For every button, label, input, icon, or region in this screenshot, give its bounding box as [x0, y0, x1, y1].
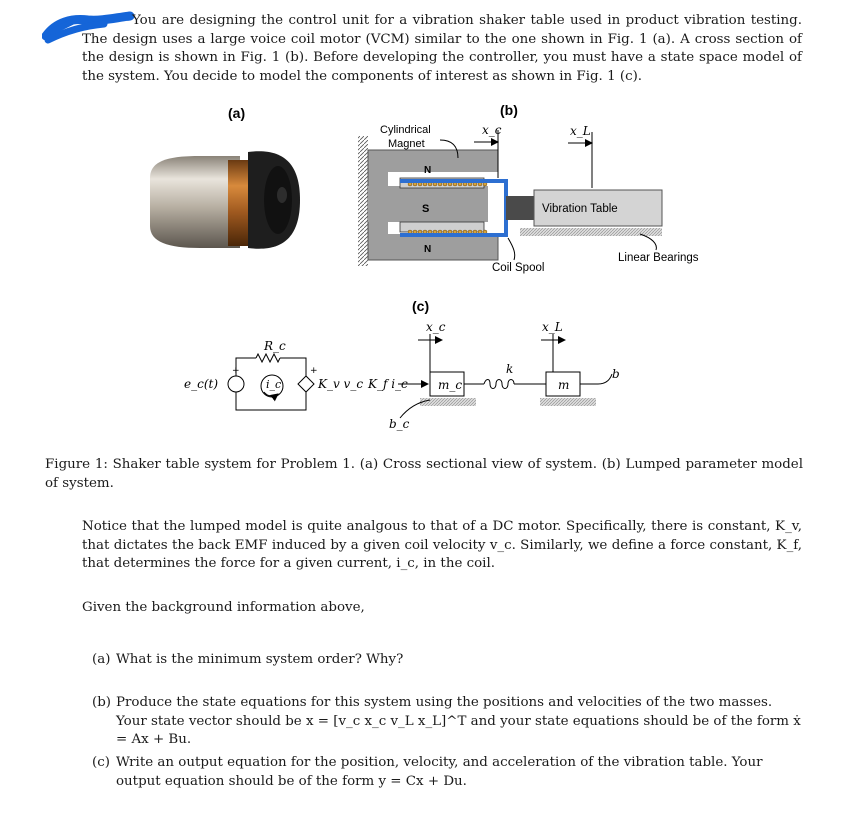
- kf-ic-label: K_f i_c: [368, 377, 408, 391]
- question-a: [92, 651, 802, 670]
- rc-label: R_c: [264, 339, 286, 353]
- spring-k-label: k: [506, 362, 514, 376]
- intro-paragraph: You are designing the control unit for a vibration shaker table used in product vibration testing. The design uses a large voice coil motor (VCM) similar to the one shown in Fig. 1 (a). A cross section of the design is shown in Fig. 1 (b). Before developing the controller, you must have a state space model of the system. You decide to model the components of interest as shown in Fig. 1 (c).: [82, 13, 802, 84]
- question-text: Produce the state equations for this system using the positions and velocities of the two masses. Your state vector should be x = [v_c x_c v_L x_L]^T and your state equations should be of the form ẋ = Ax + Bu.: [116, 695, 801, 748]
- magnet-north-top: N: [424, 165, 432, 176]
- ic-label: i_c: [266, 378, 282, 391]
- xl-label-b: x_L: [570, 124, 591, 138]
- vcm-photo: [150, 151, 300, 248]
- notice-paragraph: Notice that the lumped model is quite analgous to that of a DC motor. Specifically, there is constant, K_v, that dictates the back EMF induced by a given coil velocity v_c. Similarly, we define a force constant, K_f, that determines the force for a given current, i_c, in the coil.: [82, 519, 802, 572]
- magnet-north-bottom: N: [424, 244, 432, 255]
- magnet-south: S: [422, 203, 430, 215]
- vibration-table-label: Vibration Table: [542, 203, 618, 215]
- xc-label-b: x_c: [482, 123, 502, 137]
- cylindrical-label: Cylindrical: [380, 124, 431, 136]
- question-text: Write an output equation for the position, velocity, and acceleration of the vibration table. Your output equation should be of the form y = Cx + Du.: [116, 755, 763, 789]
- panel-a-label: (a): [228, 105, 246, 121]
- mechanical-model: [398, 334, 612, 418]
- kv-vc-label: K_v v_c: [318, 377, 364, 391]
- b-label: b: [612, 367, 620, 381]
- cross-section: [358, 123, 699, 274]
- coil-spool-label: Coil Spool: [492, 262, 545, 274]
- ec-label: e_c(t): [184, 377, 219, 391]
- bc-label: b_c: [389, 417, 410, 431]
- linear-bearings-label: Linear Bearings: [618, 252, 699, 264]
- m-label: m: [558, 378, 570, 392]
- ground-wall: [358, 136, 368, 266]
- question-text: What is the minimum system order? Why?: [116, 652, 404, 667]
- question-b: [92, 694, 802, 750]
- figure-caption: Figure 1: Shaker table system for Problem 1. (a) Cross sectional view of system. (b) Lumped parameter model of system.: [45, 457, 803, 491]
- question-c: [92, 754, 802, 791]
- xc-label-c: x_c: [426, 320, 446, 334]
- plus-sign-1: +: [232, 366, 240, 376]
- plus-sign-2: +: [310, 366, 318, 376]
- question-label: (a): [92, 652, 111, 667]
- panel-c-label: (c): [412, 298, 430, 314]
- magnet-label: Magnet: [388, 138, 425, 150]
- xl-label-c: x_L: [542, 320, 563, 334]
- background-line: Given the background information above,: [82, 600, 365, 615]
- question-label: (b): [92, 695, 112, 710]
- panel-b-label: (b): [500, 102, 518, 118]
- question-label: (c): [92, 755, 110, 770]
- mc-label: m_c: [438, 378, 463, 392]
